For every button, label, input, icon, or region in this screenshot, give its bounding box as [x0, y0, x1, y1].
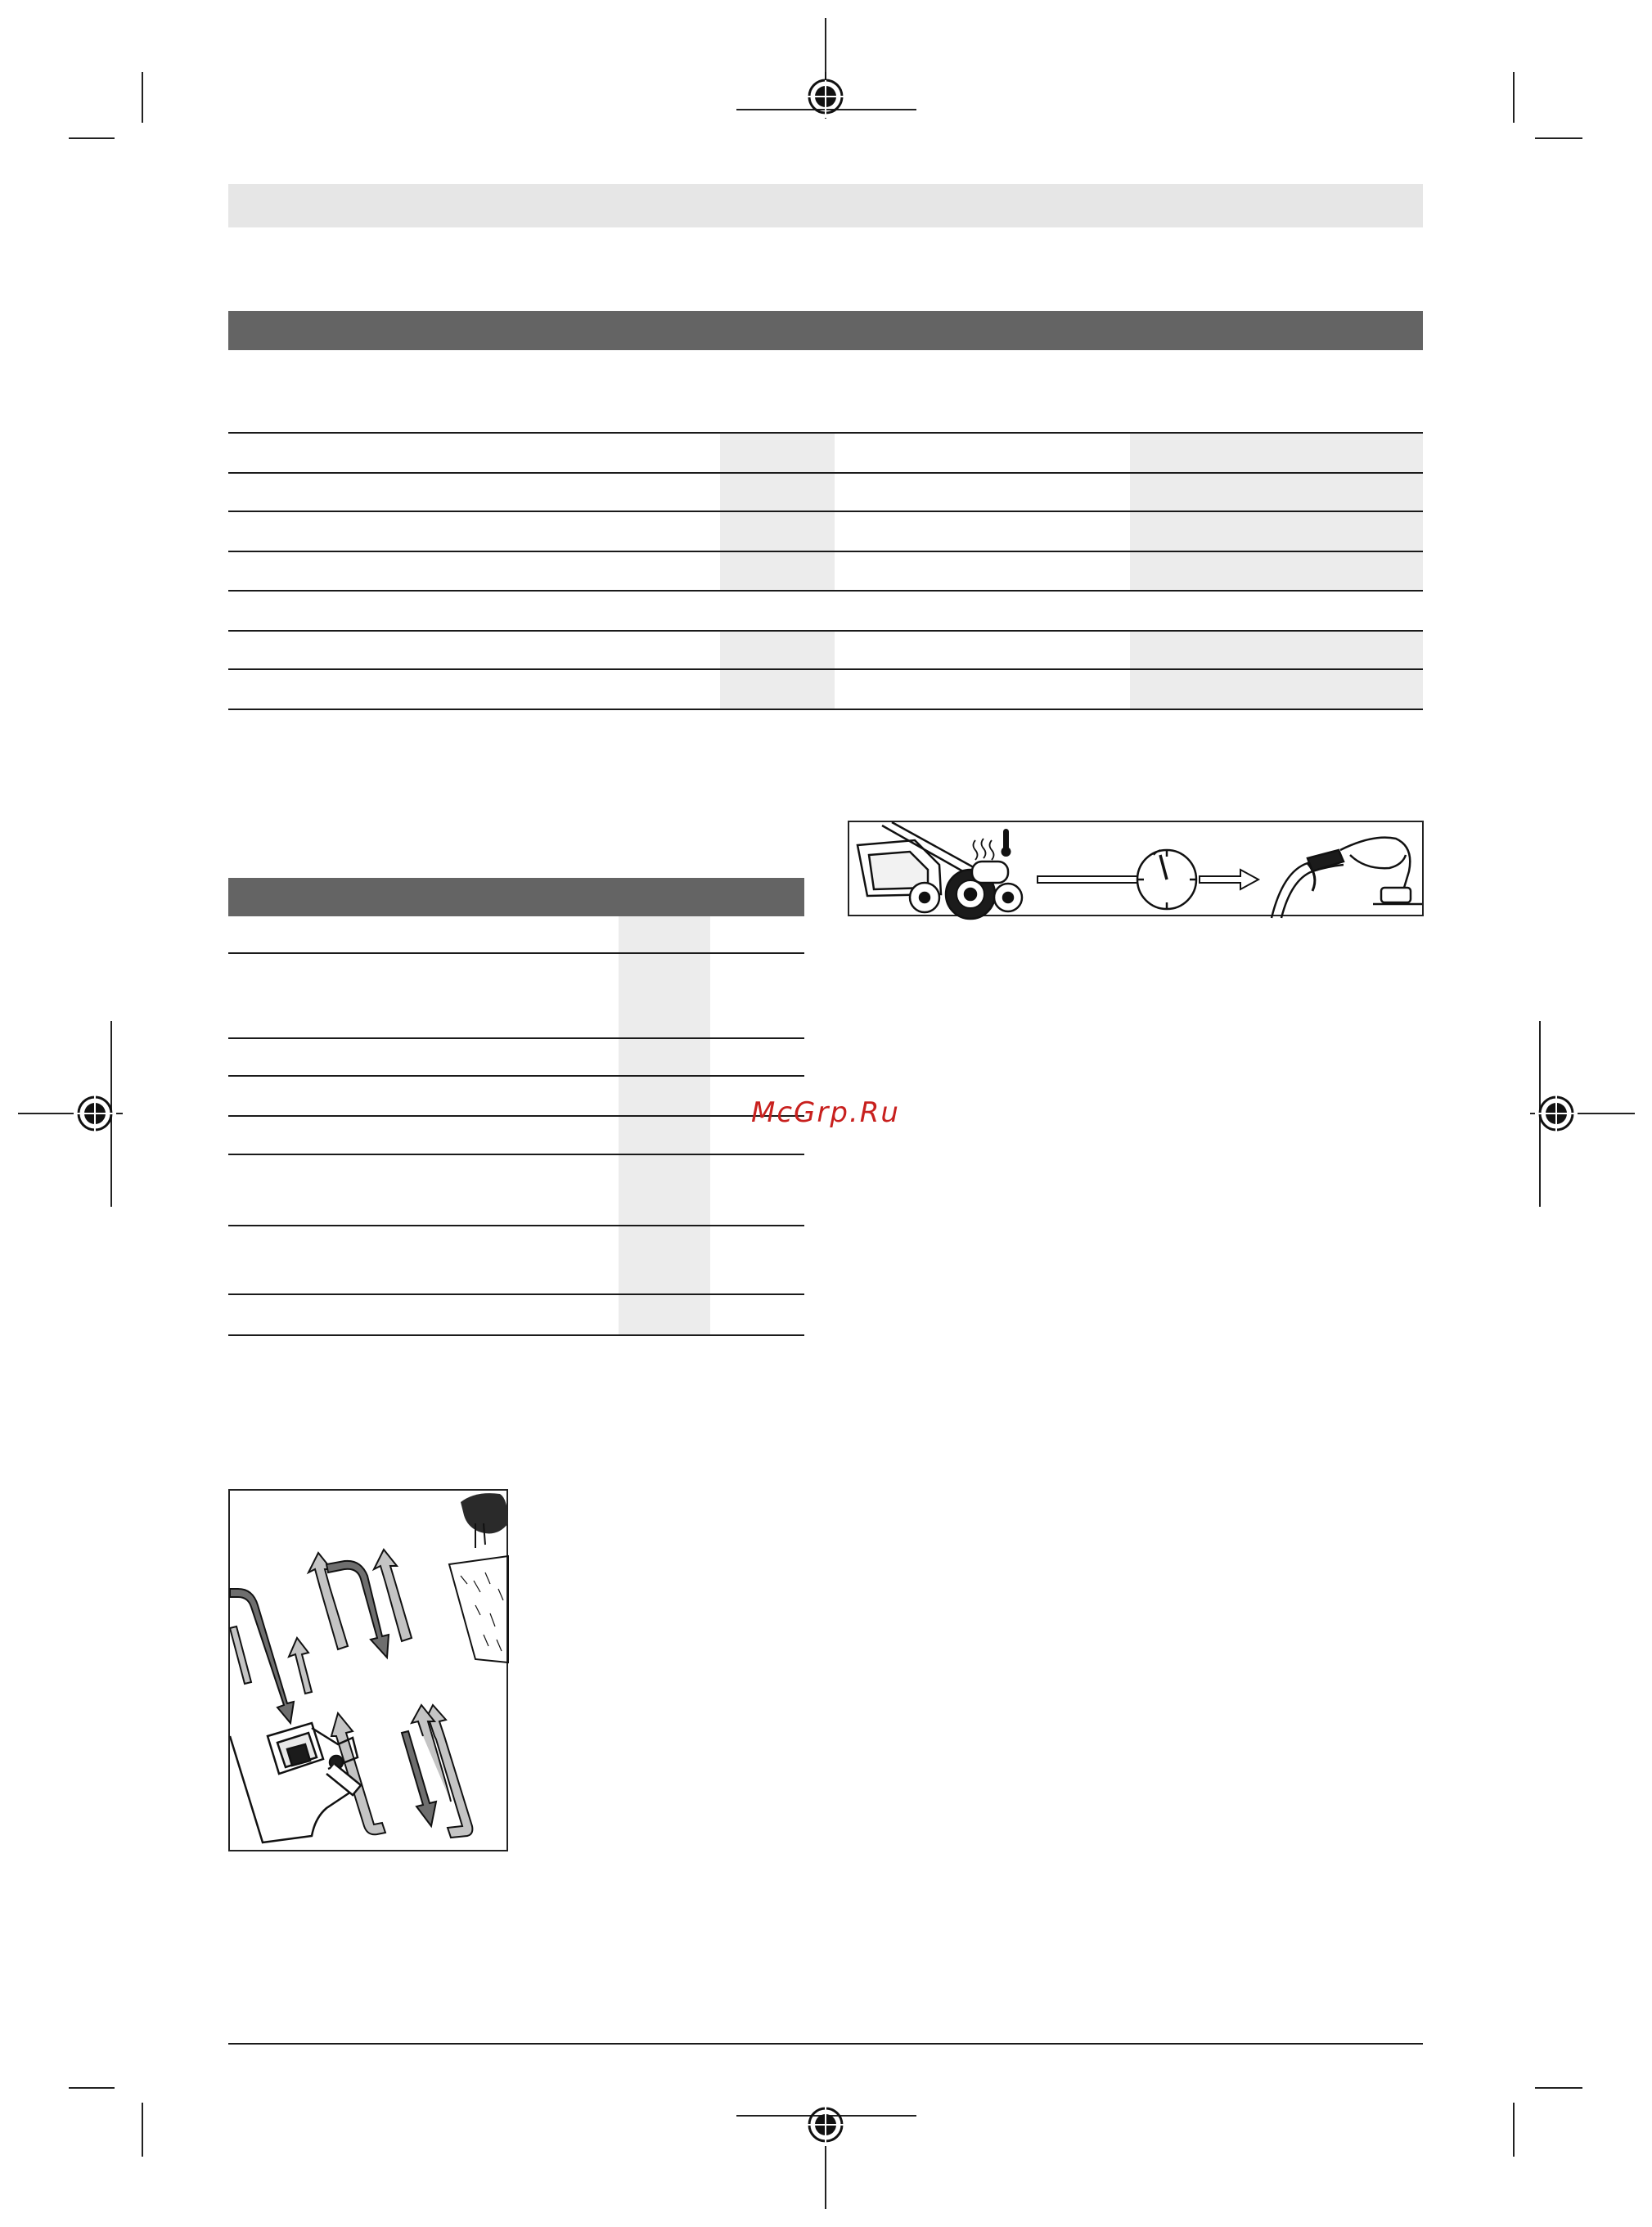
section-heading-band: [228, 311, 1423, 350]
registration-target-icon: [70, 1089, 119, 1138]
table-rule: [228, 668, 1423, 670]
arrow-icon: [1038, 876, 1144, 883]
page-header-band: [228, 184, 1423, 227]
tree-icon: [461, 1493, 508, 1548]
timer-icon: [1137, 850, 1196, 909]
footer-rule: [228, 2043, 1423, 2045]
table-rule: [228, 472, 1423, 474]
table-rule: [228, 630, 1423, 632]
thermometer-icon: [1002, 829, 1011, 857]
table-rule: [228, 952, 804, 954]
table-rule: [228, 1293, 804, 1295]
cooldown-illustration: [849, 822, 1425, 918]
table-rule: [228, 1154, 804, 1155]
watermark-text: McGrp.Ru: [751, 1096, 900, 1129]
table-rule: [228, 709, 1423, 710]
registration-target-icon: [801, 2100, 850, 2149]
table-column-shade: [619, 916, 710, 1336]
heat-icon: [974, 839, 994, 860]
mowing-pattern-illustration: [230, 1491, 510, 1853]
registration-target-icon: [801, 72, 850, 121]
scarifier-icon: [858, 822, 1022, 919]
table-rule: [228, 432, 1423, 434]
table-rule: [228, 551, 1423, 552]
table-rule: [228, 590, 1423, 592]
table-rule: [228, 1334, 804, 1336]
section-heading-band: [228, 878, 804, 916]
table-rule: [228, 1225, 804, 1226]
arrow-icon: [1200, 870, 1258, 889]
table-rule: [228, 1075, 804, 1077]
cooldown-figure: [848, 821, 1424, 916]
registration-target-icon: [1532, 1089, 1581, 1138]
handle-grip-icon: [1272, 838, 1422, 918]
mowing-pattern-figure: [228, 1489, 508, 1851]
table-rule: [228, 511, 1423, 512]
table-subheading-row: [720, 592, 1424, 631]
table-rule: [228, 1037, 804, 1039]
table-rule: [228, 1115, 804, 1117]
